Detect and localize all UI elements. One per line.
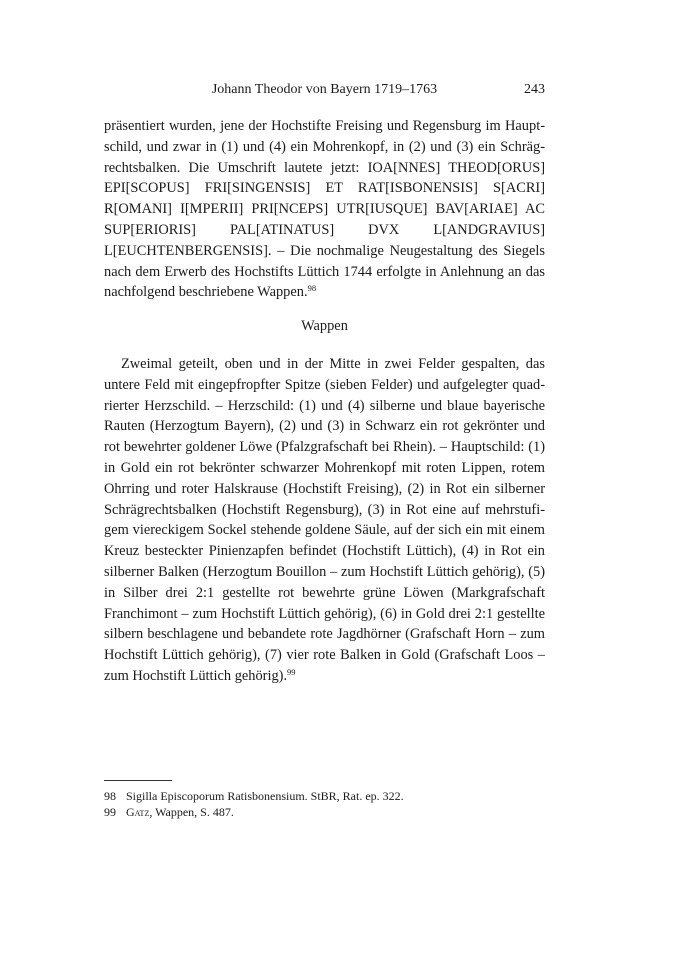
footnote-author: Gatz (126, 805, 150, 819)
body-paragraph-seal (104, 116, 545, 303)
paragraph-text: Zweimal geteilt, oben und in der Mitte in zwei Felder gespalten, das untere Feld mit eingepfropfter Spitze (sieben Felder) und aufgelegter quadrierter Herzschild. – Herzschild: (1) und (4) silberne und blaue bayerische Rauten (Herzogtum Bayern), (2) und (3) in Schwarz ein rot gekrönter und rot bewehrter goldener Löwe (Pfalzgrafschaft bei Rhein). – Hauptschild: (1) in Gold ein rot bekrönter schwarzer Mohrenkopf mit roten Lippen, rotem Ohrring und roter Halskrause (Hochstift Freising), (2) in Rot ein silberner Schrägrechtsbalken (Hochstift Regensburg), (3) in Rot eine auf mehrstufigem viereckigem Sockel stehende goldene Säule, auf der sich ein mit einem Kreuz besteckter Pinienzapfen befindet (Hochstift Lüttich), (4) in Rot ein silberner Balken (Herzogtum Bouillon – zum Hochstift Lüttich gehörig), (5) in Silber drei 2:1 gestellte rot bewehrte grüne Löwen (Markgrafschaft Franchimont – zum Hochstift Lüttich gehörig), (6) in Gold drei 2:1 gestellte silbern beschlagene und bebandete rote Jagdhörner (Grafschaft Horn – zum Hochstift Lüttich gehörig), (7) vier rote Balken in Gold (Grafschaft Loos – zum Hochstift Lüttich gehörig). (104, 356, 545, 684)
footnote-divider (104, 780, 172, 781)
footnote (104, 788, 545, 804)
footnote-reference: 98 (307, 283, 317, 294)
footnote (104, 804, 545, 820)
footnote-citation: , Wappen, S. 487. (149, 805, 234, 819)
paragraph-text: präsentiert wurden, jene der Hochstifte Freising und Regensburg im Hauptschild, und zwar in (1) und (4) ein Mohrenkopf, in (2) und (3) ein Schrägrechtsbalken. Die Umschrift lautete jetzt: IOA[NNES] THEOD[ORUS] EPI[SCOPUS] FRI[SINGENSIS] ET RAT[ISBONENSIS] S[ACRI] R[OMANI] I[MPERII] PRI[NCEPS] UTR[IUSQUE] BAV[ARIAE] AC SUP[ERIORIS] PAL[ATINATUS] DVX L[ANDGRAVIUS] L[EUCHTENBERGENSIS]. – Die nochmalige Neugestaltung des Siegels nach dem Erwerb des Hochstifts Lüttich 1744 erfolgte in Anlehnung an das nachfolgend beschriebene Wappen. (104, 118, 545, 301)
footnote-number: 98 (104, 789, 116, 803)
running-head-title: Johann Theodor von Bayern 1719–1763 (211, 82, 438, 97)
footnotes (104, 788, 545, 820)
footnote-reference: 99 (287, 666, 296, 677)
section-heading: Wappen (301, 318, 348, 334)
body-paragraph-coat-of-arms (104, 354, 545, 687)
footnote-text: Sigilla Episcoporum Ratisbonensium. StBR, Rat. ep. 322. (126, 789, 404, 803)
footnote-number: 99 (104, 805, 116, 819)
page-number: 243 (524, 82, 545, 97)
footnote-text (126, 804, 234, 820)
